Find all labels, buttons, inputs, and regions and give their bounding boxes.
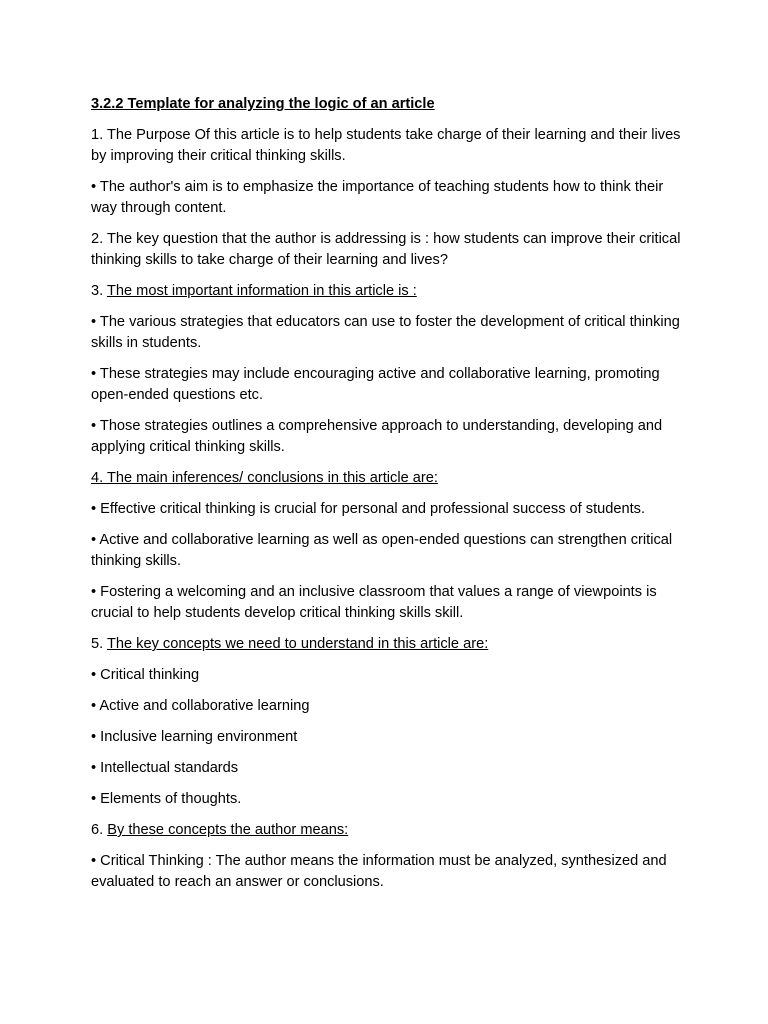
section-heading-text: By these concepts the author means:: [107, 822, 349, 838]
paragraph: 2. The key question that the author is addressing is : how students can improve their critical thinking skills to take charge of their learning and lives?: [91, 231, 681, 268]
paragraph: • Those strategies outlines a comprehensive approach to understanding, developing and applying critical thinking skills.: [91, 418, 663, 455]
section-heading: [91, 634, 691, 655]
section-heading: [91, 468, 691, 489]
section-number: 5.: [91, 636, 104, 652]
section-heading: [91, 820, 691, 841]
paragraph: • Fostering a welcoming and an inclusive classroom that values a range of viewpoints is crucial to help students develop critical thinking skills skill.: [91, 584, 657, 621]
paragraph: • These strategies may include encouraging active and collaborative learning, promoting open-ended questions etc.: [91, 366, 660, 403]
paragraph: • Active and collaborative learning as well as open-ended questions can strengthen critical thinking skills.: [91, 532, 673, 569]
paragraph: • The various strategies that educators can use to foster the development of critical thinking skills in students.: [91, 314, 680, 351]
document-page: [91, 94, 691, 903]
paragraph: • Effective critical thinking is crucial for personal and professional success of students.: [91, 501, 645, 517]
document-body: [91, 125, 691, 893]
section-number: 3.: [91, 283, 104, 299]
paragraph: • Inclusive learning environment: [91, 729, 298, 745]
section-heading-text: The most important information in this article is :: [106, 283, 417, 299]
section-heading-text: 4. The main inferences/ conclusions in this article are:: [91, 470, 438, 486]
paragraph: • Active and collaborative learning: [91, 698, 310, 714]
paragraph: • Intellectual standards: [91, 760, 239, 776]
document-heading: 3.2.2 Template for analyzing the logic of an article: [91, 96, 435, 112]
section-heading-text: The key concepts we need to understand in this article are:: [106, 636, 489, 652]
paragraph: • Elements of thoughts.: [91, 791, 242, 807]
section-number: 6.: [91, 822, 104, 838]
paragraph: • Critical Thinking : The author means the information must be analyzed, synthesized and evaluated to reach an answer or conclusions.: [91, 853, 667, 890]
paragraph: • Critical thinking: [91, 667, 200, 683]
section-heading: [91, 281, 691, 302]
paragraph: • The author's aim is to emphasize the importance of teaching students how to think their way through content.: [91, 179, 664, 216]
paragraph: 1. The Purpose Of this article is to help students take charge of their learning and their lives by improving their critical thinking skills.: [91, 127, 681, 164]
